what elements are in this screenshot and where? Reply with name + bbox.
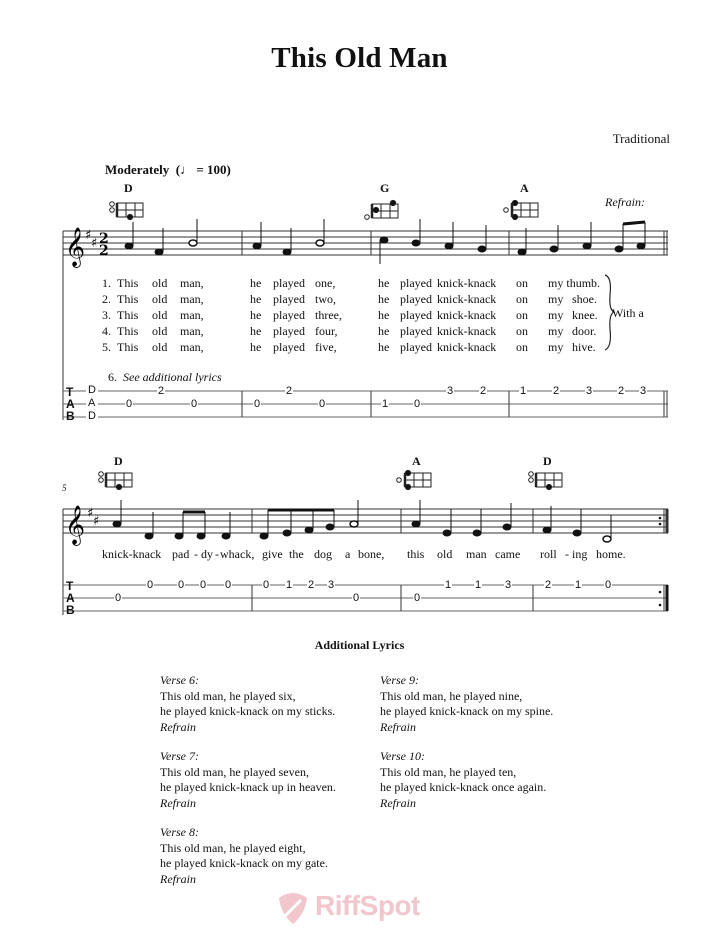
tab-fret-number: 3 — [447, 385, 454, 397]
lyric-word: hive. — [572, 340, 596, 354]
repeat-dot — [659, 604, 662, 607]
sharp-f-icon: ♯ — [85, 228, 92, 243]
lyric-word: knee. — [572, 308, 598, 322]
tab-label-t: T — [66, 579, 74, 593]
watermark-text: RiffSpot — [315, 890, 420, 921]
lyric-word: - — [194, 547, 198, 561]
repeat-dot — [659, 517, 662, 520]
tab-fret-number: 0 — [414, 592, 421, 604]
lyric-word: dy — [201, 547, 213, 561]
lyric-word: came — [495, 547, 521, 561]
tuning-string-2: A — [88, 397, 96, 409]
lyric-word: one, — [315, 276, 336, 290]
composer: Traditional — [612, 131, 670, 146]
lyric-word: thumb. — [566, 276, 601, 290]
lyric-word: knick-knack — [437, 292, 497, 306]
tab-fret-number: 2 — [545, 579, 552, 591]
refrain-label: Refrain: — [605, 195, 645, 209]
lyric-word: played — [273, 292, 305, 306]
lyric-word: 1. — [102, 276, 111, 290]
sharp-f-icon: ♯ — [87, 506, 94, 521]
tab-fret-number: 1 — [475, 579, 482, 591]
tab-label-a: A — [66, 397, 75, 411]
tab-label-t: T — [66, 385, 74, 399]
repeat-dot — [659, 591, 662, 594]
lyric-word: he — [378, 292, 390, 306]
lyric-word: home. — [596, 547, 626, 561]
tab-fret-number: 2 — [308, 579, 315, 591]
tab-fret-number: 1 — [445, 579, 452, 591]
tab-fret-number: 1 — [382, 398, 389, 410]
sharp-c-icon: ♯ — [91, 236, 98, 251]
chord-name: A — [412, 454, 421, 468]
tab-fret-number: 0 — [200, 579, 207, 591]
lyric-word: old — [152, 276, 168, 290]
lyric-word: 3. — [102, 308, 111, 322]
tab-fret-number: 2 — [553, 385, 560, 397]
lyric-word: three, — [315, 308, 342, 322]
lyric-word: give — [262, 547, 283, 561]
verse-8: Verse 8: This old man, he played eight, he played knick-knack on my gate. Refrain — [160, 825, 328, 886]
lyric-word: he — [250, 324, 262, 338]
chord-diagram-a — [504, 200, 538, 219]
lyric-word: old — [152, 324, 168, 338]
staff-lines — [63, 509, 668, 615]
lyric-word: old — [152, 308, 168, 322]
lyric-word: This — [117, 276, 139, 290]
lyric-word: knick-knack — [437, 340, 497, 354]
lyric-word: 4. — [102, 324, 111, 338]
lyric-word: on — [516, 292, 528, 306]
lyric-word: he — [378, 340, 390, 354]
tab-fret-number: 0 — [115, 592, 122, 604]
lyric-word: played — [400, 340, 432, 354]
chord-name: D — [543, 454, 552, 468]
lyric-word: played — [400, 324, 432, 338]
tab-fret-number: 3 — [505, 579, 512, 591]
lyric-word: he — [250, 340, 262, 354]
lyric-word: played — [273, 340, 305, 354]
chord-name: A — [520, 181, 529, 195]
chord-diagram-d — [99, 472, 132, 490]
sharp-c-icon: ♯ — [93, 514, 100, 529]
lyric-word: he — [250, 276, 262, 290]
lyric-word: man — [466, 547, 487, 561]
lyric-word: pad — [172, 547, 190, 561]
lyric-word: he — [378, 308, 390, 322]
lyric-word: This — [117, 340, 139, 354]
tempo-label: Moderately — [105, 162, 170, 177]
chord-diagram-g — [365, 200, 398, 219]
treble-clef-icon: 𝄞 — [65, 227, 86, 267]
lyric-word: bone, — [358, 547, 385, 561]
verse-10: Verse 10: This old man, he played ten, he played knick-knack once again. Refrain — [380, 749, 547, 810]
lyric-word: knick-knack — [102, 547, 162, 561]
lyric-word: he — [250, 292, 262, 306]
lyric-word: on — [516, 308, 528, 322]
tab-fret-number: 0 — [414, 398, 421, 410]
tab-fret-number: 0 — [353, 592, 360, 604]
time-signature-top: 2 — [99, 231, 109, 247]
lyric-word: man, — [180, 340, 204, 354]
verse-9: Verse 9: This old man, he played nine, he played knick-knack on my spine. Refrain — [380, 673, 554, 734]
lyric-word: man, — [180, 276, 204, 290]
lyric-word: five, — [315, 340, 337, 354]
lyric-word: shoe. — [572, 292, 597, 306]
lyric-word: on — [516, 340, 528, 354]
tab-tuning — [86, 384, 98, 423]
lyric-word: on — [516, 324, 528, 338]
lyric-word: - — [565, 547, 569, 561]
lyric-word: knick-knack — [437, 324, 497, 338]
tuning-string-1: D — [88, 384, 96, 396]
tab-fret-number: 0 — [225, 579, 232, 591]
lyric-word: whack, — [220, 547, 255, 561]
tab-fret-number: 3 — [640, 385, 647, 397]
lyric-word: my — [548, 276, 564, 290]
lyric-word: my — [548, 292, 564, 306]
lyric-word: ing — [572, 547, 588, 561]
tuning-string-3: D — [88, 410, 96, 422]
tab-fret-number: 3 — [328, 579, 335, 591]
tempo-value: (♩ = 100) — [175, 162, 231, 177]
lyric-word: played — [400, 292, 432, 306]
lyric-word: man, — [180, 324, 204, 338]
lyric-word: knick-knack — [437, 276, 497, 290]
lyric-word: old — [437, 547, 453, 561]
tab-fret-number: 0 — [191, 398, 198, 410]
tab-label-b: B — [66, 603, 75, 617]
lyric-word: the — [289, 547, 304, 561]
tab-fret-number: 3 — [586, 385, 593, 397]
song-title: This Old Man — [271, 42, 448, 74]
tab-fret-number: 1 — [520, 385, 527, 397]
tab-fret-number: 1 — [575, 579, 582, 591]
measure-number: 5 — [62, 483, 67, 493]
lyric-word: - — [215, 547, 219, 561]
tempo-marking — [105, 162, 231, 178]
lyric-word: four, — [315, 324, 338, 338]
tab-label-a: A — [66, 591, 75, 605]
tab-fret-number: 0 — [605, 579, 612, 591]
tab-fret-number: 0 — [147, 579, 154, 591]
tab-fret-number: 2 — [286, 385, 293, 397]
lyric-word: my — [548, 340, 564, 354]
tab-fret-number: 2 — [158, 385, 165, 397]
treble-clef-icon: 𝄞 — [65, 505, 86, 545]
lyric-word: played — [273, 308, 305, 322]
lyric-word: dog — [314, 547, 332, 561]
notes — [125, 219, 645, 264]
guitar-pick-icon — [275, 890, 311, 926]
lyric-word: This — [117, 308, 139, 322]
additional-lyrics-title: Additional Lyrics — [314, 638, 405, 652]
lyric-word: he — [378, 324, 390, 338]
lyric-word: roll — [540, 547, 557, 561]
lyric-word: played — [273, 276, 305, 290]
lyric-word: played — [400, 276, 432, 290]
tab-fret-number: 0 — [178, 579, 185, 591]
lyric-word: old — [152, 340, 168, 354]
time-signature-bottom: 2 — [99, 243, 109, 259]
lyric-word: This — [117, 292, 139, 306]
tab-fret-number: 0 — [319, 398, 326, 410]
tab-fret-number: 0 — [263, 579, 270, 591]
repeat-dot — [659, 523, 662, 526]
chord-name: D — [114, 454, 123, 468]
lyric-word: played — [400, 308, 432, 322]
lyric-word: on — [516, 276, 528, 290]
tab-fret-number: 2 — [618, 385, 625, 397]
lyric-word: old — [152, 292, 168, 306]
tab-label-b: B — [66, 409, 75, 423]
lyric-word: two, — [315, 292, 336, 306]
lyric-word: knick-knack — [437, 308, 497, 322]
tab-staff — [63, 391, 668, 417]
riffspot-watermark — [275, 890, 455, 926]
lyric-word: man, — [180, 308, 204, 322]
verse-7: Verse 7: This old man, he played seven, he played knick-knack up in heaven. Refrain — [160, 749, 336, 810]
chord-diagram-a — [397, 470, 431, 489]
chord-diagram-d — [110, 202, 143, 220]
chord-diagram-d — [529, 472, 562, 490]
tab-fret-number: 0 — [254, 398, 261, 410]
lyric-word: he — [378, 276, 390, 290]
tab-fret-number: 0 — [126, 398, 133, 410]
chord-name: D — [124, 181, 133, 195]
lyric-word: door. — [572, 324, 597, 338]
lyric-word: my — [548, 308, 564, 322]
lyric-word: man, — [180, 292, 204, 306]
additional-lyrics-note: 6. See additional lyrics — [108, 370, 222, 384]
verse-6: Verse 6: This old man, he played six, he played knick-knack on my sticks. Refrain — [160, 673, 336, 734]
lyric-word: played — [273, 324, 305, 338]
lyric-word: my — [548, 324, 564, 338]
chord-name: G — [380, 181, 390, 195]
lyric-word: he — [250, 308, 262, 322]
lyric-word: 2. — [102, 292, 111, 306]
lyric-word: a — [345, 547, 351, 561]
lyric-word: 5. — [102, 340, 111, 354]
lyric-word: this — [407, 547, 425, 561]
lyric-continuation: With a — [612, 306, 644, 320]
lyric-word: This — [117, 324, 139, 338]
tab-fret-number: 1 — [286, 579, 293, 591]
tab-fret-number: 2 — [480, 385, 487, 397]
